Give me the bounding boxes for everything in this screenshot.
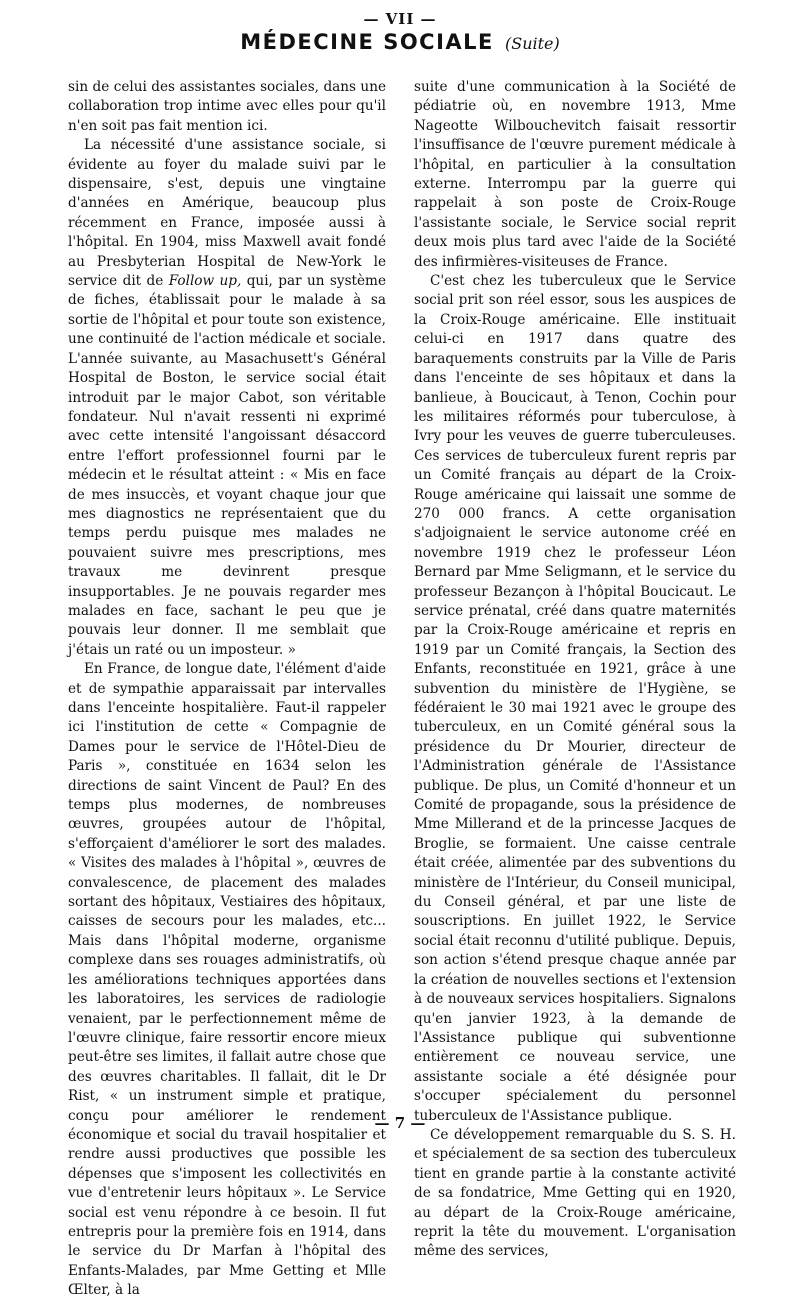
page-title: MÉDECINE SOCIALE [240,30,494,54]
paragraph: Ce développement remarquable du S. S. H. et spécialement de sa section des tuberculeux tient en grande partie à la constante activité de sa fondatrice, Mme Getting qui en 1920, au départ de la Croix-Rouge américaine, reprit la tête du mouvement. L'organisation même des services, [414,1126,736,1260]
paragraph-text: La nécessité d'une assistance sociale, si évidente au foyer du malade suivi par le dispensaire, s'est, depuis une vingtaine d'années en Amérique, beaucoup plus récemment en France, imposée aussi à l'hôpital. En 1904, miss Maxwell avait fondé au Presbyterian Hospital de New-York le service dit de [68,137,386,290]
page-number-roman: — VII — [363,10,437,28]
paragraph: En France, de longue date, l'élément d'aide et de sympathie apparaissait par intervalles dans l'enceinte hospitalière. Faut-il rappeler ici l'institution de cette « Compagnie de Dames pour le service de l'Hôtel-Dieu de Paris », constituée en 1634 selon les directions de saint Vincent de Paul? En des temps plus modernes, de nombreuses œuvres, groupées autour de l'hôpital, s'efforçaient d'améliorer le sort des malades. « Visites des malades à l'hôpital », œuvres de convalescence, de placement des malades sortant des hôpitaux, Vestiaires des hôpitaux, caisses de secours pour les malades, etc... Mais dans l'hôpital moderne, organisme complexe dans ses rouages administratifs, où les améliorations techniques apportées dans les laboratoires, les services de radiologie venaient, par le perfectionnement même de l'œuvre clinique, faire ressortir encore mieux peut-être ses limites, il fallait autre chose que des œuvres charitables. Il fallait, dit le Dr Rist, « un instrument simple et pratique, conçu pour améliorer le rendement économique et social du travail hospitalier et rendre aussi productives que possible les dépenses que s'imposent les collectivités en vue d'entretenir leurs hôpitaux ». Le Service social est venu répondre à ce besoin. Il fut entrepris pour la première fois en 1914, dans le service du Dr Marfan à l'hôpital des Enfants-Malades, par Mme Getting et Mlle Œlter, à la [68,661,386,1299]
page-header [0,30,800,54]
paragraph: suite d'une communication à la Société de pédiatrie où, en novembre 1913, Mme Nageotte Wilbouchevitch faisait ressortir l'insuffisance de l'œuvre purement médicale à l'hôpital, en particulier à la consultation externe. Interrompu par la guerre qui rappelait à son poste de Croix-Rouge l'assistante sociale, le Service social reprit deux mois plus tard avec l'aide de la Société des infirmières-visiteuses de France. [414,79,736,270]
right-column [414,78,736,1262]
paragraph-text: qui, par un système de fiches, établissait pour le malade à sa sortie de l'hôpital et pour toute son existence, une continuité de l'action médicale et sociale. L'année suivante, au Masachusett's Général Hospital de Boston, le service social était introduit par le major Cabot, son véritable fondateur. Nul n'avait ressenti ni exprimé avec cette intensité l'angoissant désaccord entre l'effort professionnel fourni par le médecin et le résultat atteint : « Mis en face de mes insuccès, et voyant chaque jour que mes diagnostics ne représentaient que du temps perdu puisque mes malades ne pouvaient suivre mes prescriptions, mes travaux me devinrent presque insupportables. Je ne pouvais regarder mes malades en face, sachant le peu que je pouvais leur donner. Il me semblait que j'étais un raté ou un imposteur. » [68,273,386,658]
page-title-suite: (Suite) [505,34,560,53]
emphasis-text: Follow up, [168,273,242,290]
paragraph [68,136,386,660]
paragraph: sin de celui des assistantes sociales, dans une collaboration trop intime avec elles pour qu'il n'en soit pas fait mention ici. [68,79,386,134]
paragraph: C'est chez les tuberculeux que le Service social prit son réel essor, sous les auspices de la Croix-Rouge américaine. Elle instituait celui-ci en 1917 dans quatre des baraquements construits par la Ville de Paris dans l'enceinte de ses hôpitaux et dans la banlieue, à Boucicaut, à Tenon, Cochin pour les militaires réformés pour tuberculose, à Ivry pour les veuves de guerre tuberculeuses. Ces services de tuberculeux furent repris par un Comité français au départ de la Croix-Rouge américaine qui laissait une somme de 270 000 francs. A cette organisation s'adjoignaient le service autonome créé en novembre 1919 chez le professeur Léon Bernard par Mme Seligmann, et le service du professeur Bezançon à l'hôpital Boucicaut. Le service prénatal, créé dans quatre maternités par la Croix-Rouge américaine et repris en 1919 par un Comité français, la Section des Enfants, reconstituée en 1921, grâce à une subvention du ministère de l'Hygiène, se fédéraient le 30 mai 1921 avec le groupe des tuberculeux, en un Comité général sous la présidence du Dr Mourier, directeur de l'Administration générale de l'Assistance publique. De plus, un Comité d'honneur et un Comité de propagande, sous la présidence de Mme Millerand et de la princesse Jacques de Broglie, se formaient. Une caisse centrale était créée, alimentée par des subventions du ministère de l'Intérieur, du Conseil municipal, du Conseil général, et par une liste de souscriptions. En juillet 1922, le Service social était reconnu d'utilité publique. Depuis, son action s'étend presque chaque année par la création de nouvelles sections et l'extension à de nouveaux services hospitaliers. Signalons qu'en janvier 1923, à la demande de l'Assistance publique qui subventionne entièrement ce nouveau service, une assistante sociale a été désignée pour s'occuper spécialement du personnel tuberculeux de l'Assistance publique. [414,273,736,1124]
page-number: — 7 — [374,1114,426,1132]
